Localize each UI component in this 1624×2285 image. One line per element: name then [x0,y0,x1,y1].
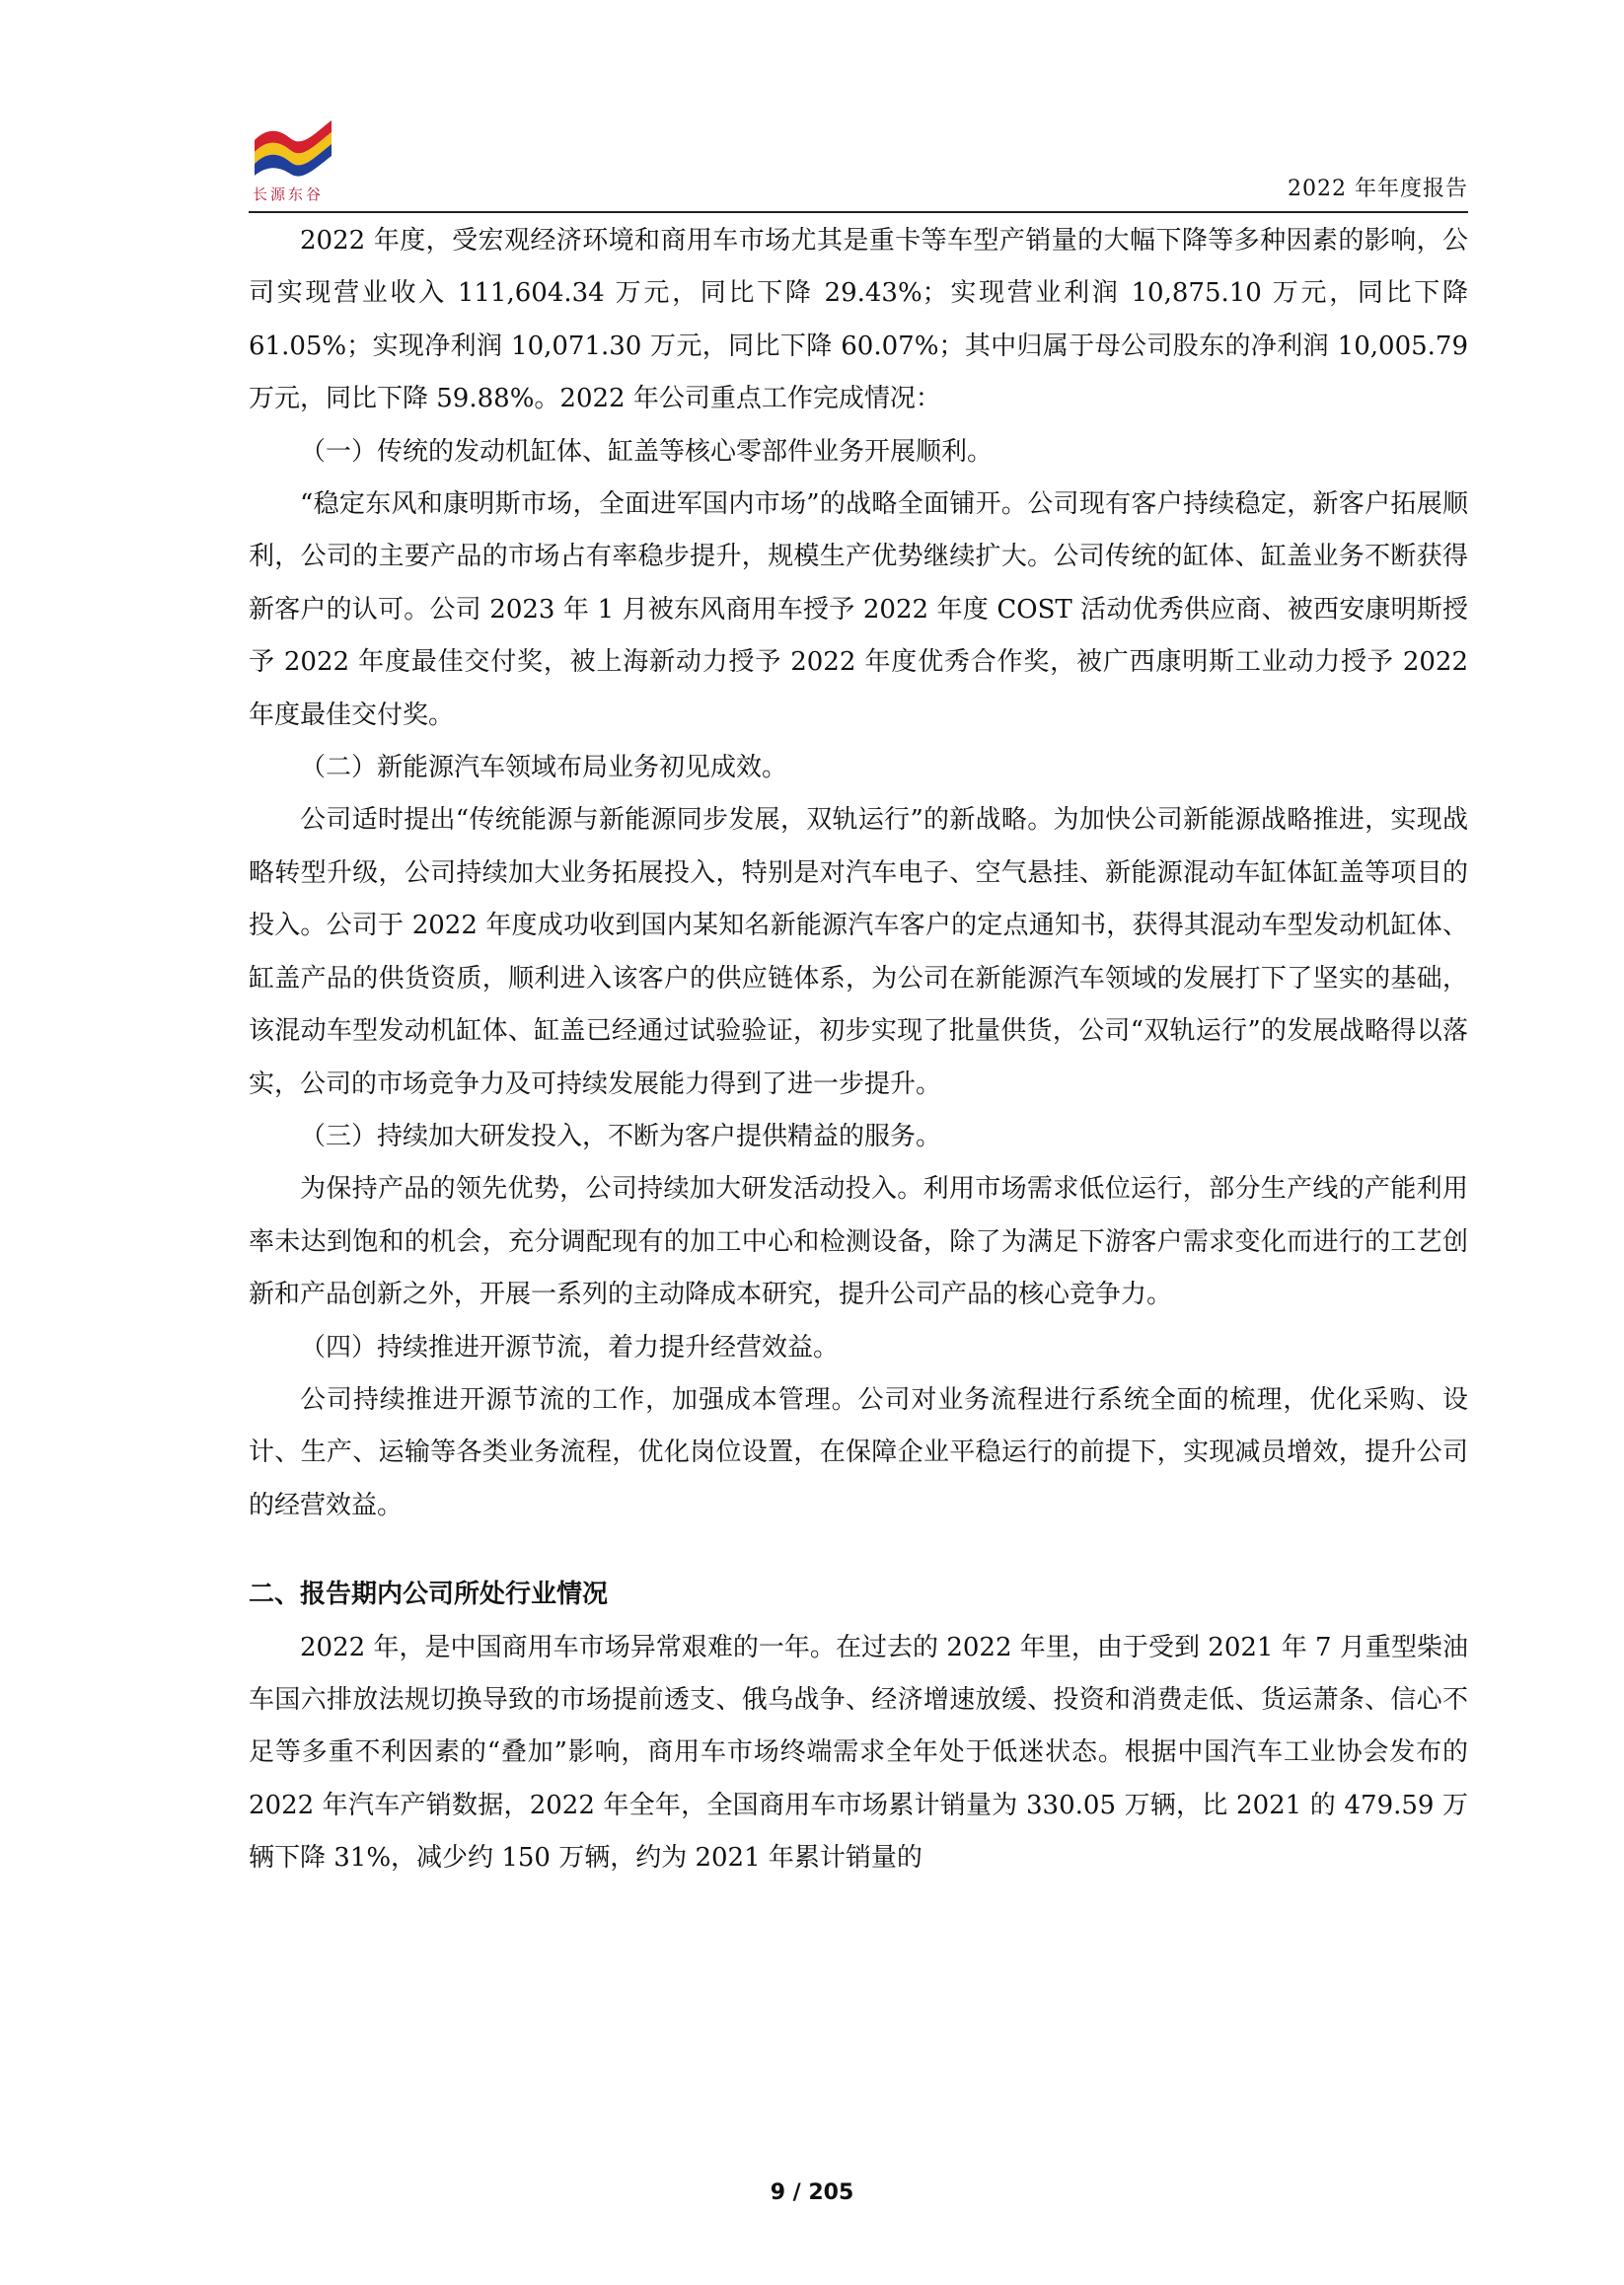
paragraph-new-energy: 公司适时提出“传统能源与新能源同步发展，双轨运行”的新战略。为加快公司新能源战略推进，实现战略转型升级，公司持续加大业务拓展投入，特别是对汽车电子、空气悬挂、新能源混动车缸体缸盖等项目的投入。公司于 2022 年度成功收到国内某知名新能源汽车客户的定点通知书，获得其混动车型发动机缸体、缸盖产品的供货资质，顺利进入该客户的供应链体系，为公司在新能源汽车领域的发展打下了坚实的基础，该混动车型发动机缸体、缸盖已经通过试验验证，初步实现了批量供货，公司“双轨运行”的发展战略得以落实，公司的市场竞争力及可持续发展能力得到了进一步提升。 [249,805,1468,1099]
page-header [249,111,1468,219]
section-heading-industry: 二、报告期内公司所处行业情况 [249,1580,609,1610]
paragraph-performance: 2022 年度，受宏观经济环境和商用车市场尤其是重卡等车型产销量的大幅下降等多种因素的影响，公司实现营业收入 111,604.34 万元，同比下降 29.43%；实现营业利润 10,875.10 万元，同比下降 61.05%；实现净利润 10,071.30 万元，同比下降 60.07%；其中归属于母公司股东的净利润 10,005.79 万元，同比下降 59.88%。2022 年公司重点工作完成情况： [249,226,1468,414]
logo-wave-icon [249,111,337,182]
paragraph-market-strategy: “稳定东风和康明斯市场，全面进军国内市场”的战略全面铺开。公司现有客户持续稳定，新客户拓展顺利，公司的主要产品的市场占有率稳步提升，规模生产优势继续扩大。公司传统的缸体、缸盖业务不断获得新客户的认可。公司 2023 年 1 月被东风商用车授予 2022 年度 COST 活动优秀供应商、被西安康明斯授予 2022 年度最佳交付奖，被上海新动力授予 2022 年度优秀合作奖，被广西康明斯工业动力授予 2022 年度最佳交付奖。 [249,489,1468,730]
subheading-new-energy: （二）新能源汽车领域布局业务初见成效。 [300,753,788,783]
report-title: 2022 年年度报告 [1288,177,1468,201]
paragraph-industry: 2022 年，是中国商用车市场异常艰难的一年。在过去的 2022 年里，由于受到 2021 年 7 月重型柴油车国六排放法规切换导致的市场提前透支、俄乌战争、经济增速放缓、投资和消费走低、货运萧条、信心不足等多重不利因素的“叠加”影响，商用车市场终端需求全年处于低迷状态。根据中国汽车工业协会发布的 2022 年汽车产销数据，2022 年全年，全国商用车市场累计销量为 330.05 万辆，比 2021 的 479.59 万辆下降 31%，减少约 150 万辆，约为 2021 年累计销量的 [249,1632,1468,1874]
subheading-rd: （三）持续加大研发投入，不断为客户提供精益的服务。 [300,1121,942,1151]
paragraph-rd: 为保持产品的领先优势，公司持续加大研发活动投入。利用市场需求低位运行，部分生产线的产能利用率未达到饱和的机会，充分调配现有的加工中心和检测设备，除了为满足下游客户需求变化而进行的工艺创新和产品创新之外，开展一系列的主动降成本研究，提升公司产品的核心竞争力。 [249,1174,1468,1310]
header-divider [249,211,1468,213]
logo-text: 长源东谷 [253,185,325,203]
page-number: 9 / 205 [770,2180,854,2205]
subheading-traditional-business: （一）传统的发动机缸体、缸盖等核心零部件业务开展顺利。 [300,436,994,467]
subheading-cost-control: （四）持续推进开源节流，着力提升经营效益。 [300,1332,840,1363]
company-logo [249,111,337,204]
paragraph-cost-control: 公司持续推进开源节流的工作，加强成本管理。公司对业务流程进行系统全面的梳理，优化采购、设计、生产、运输等各类业务流程，优化岗位设置，在保障企业平稳运行的前提下，实现减员增效，提升公司的经营效益。 [249,1384,1468,1520]
document-body [249,215,1468,1885]
